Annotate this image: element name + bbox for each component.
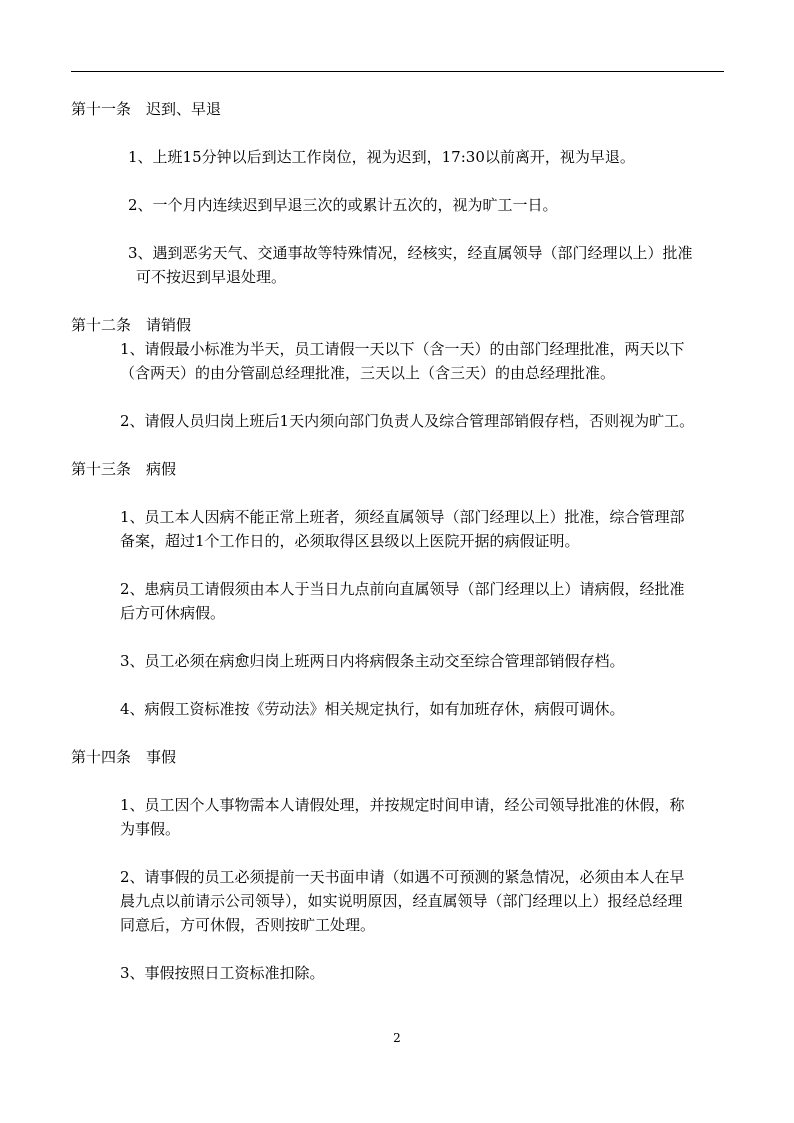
paragraph-line: 2、请事假的员工必须提前一天书面申请（如遇不可预测的紧急情况，必须由本人在早 [120, 868, 685, 886]
paragraph-line: 可不按迟到早退处理。 [136, 268, 287, 286]
paragraph-line: 1、上班15分钟以后到达工作岗位，视为迟到，17:30以前离开，视为早退。 [128, 148, 635, 166]
article-number: 第十二条 [71, 316, 132, 334]
article-title: 事假 [146, 748, 177, 766]
paragraph-line: 3、事假按照日工资标准扣除。 [120, 964, 325, 982]
paragraph-line: 1、请假最小标准为半天，员工请假一天以下（含一天）的由部门经理批准，两天以下 [120, 340, 685, 358]
paragraph-line: （含两天）的由分管副总经理批准，三天以上（含三天）的由总经理批准。 [120, 364, 616, 382]
paragraph-line: 2、患病员工请假须由本人于当日九点前向直属领导（部门经理以上）请病假，经批准 [120, 580, 685, 598]
article-number: 第十四条 [71, 748, 132, 766]
page-number: 2 [393, 1031, 401, 1045]
article-title: 请销假 [146, 316, 192, 334]
article-heading [71, 747, 176, 767]
article-heading [71, 99, 221, 119]
article-number: 第十一条 [71, 100, 132, 118]
paragraph-line: 为事假。 [120, 820, 181, 838]
article-title: 病假 [146, 460, 177, 478]
header-rule [71, 71, 724, 72]
paragraph-line: 3、遇到恶劣天气、交通事故等特殊情况，经核实，经直属领导（部门经理以上）批准 [128, 244, 693, 262]
paragraph-line: 后方可休病假。 [120, 604, 226, 622]
article-number: 第十三条 [71, 460, 132, 478]
paragraph-line: 1、员工本人因病不能正常上班者，须经直属领导（部门经理以上）批准，综合管理部 [120, 508, 685, 526]
paragraph-line: 1、员工因个人事物需本人请假处理，并按规定时间申请，经公司领导批准的休假，称 [120, 796, 685, 814]
paragraph-line: 晨九点以前请示公司领导），如实说明原因，经直属领导（部门经理以上）报经总经理 [120, 892, 683, 910]
paragraph-line: 备案，超过1个工作日的，必须取得区县级以上医院开据的病假证明。 [120, 532, 580, 550]
article-title: 迟到、早退 [146, 100, 222, 118]
paragraph-line: 2、请假人员归岗上班后1天内须向部门负责人及综合管理部销假存档，否则视为旷工。 [120, 412, 695, 430]
paragraph-line: 2、一个月内连续迟到早退三次的或累计五次的，视为旷工一日。 [128, 196, 558, 214]
paragraph-line: 3、员工必须在病愈归岗上班两日内将病假条主动交至综合管理部销假存档。 [120, 652, 625, 670]
article-heading [71, 459, 176, 479]
paragraph-line: 4、病假工资标准按《劳动法》相关规定执行，如有加班存休，病假可调休。 [120, 700, 625, 718]
article-heading [71, 315, 191, 335]
paragraph-line: 同意后，方可休假，否则按旷工处理。 [120, 916, 376, 934]
